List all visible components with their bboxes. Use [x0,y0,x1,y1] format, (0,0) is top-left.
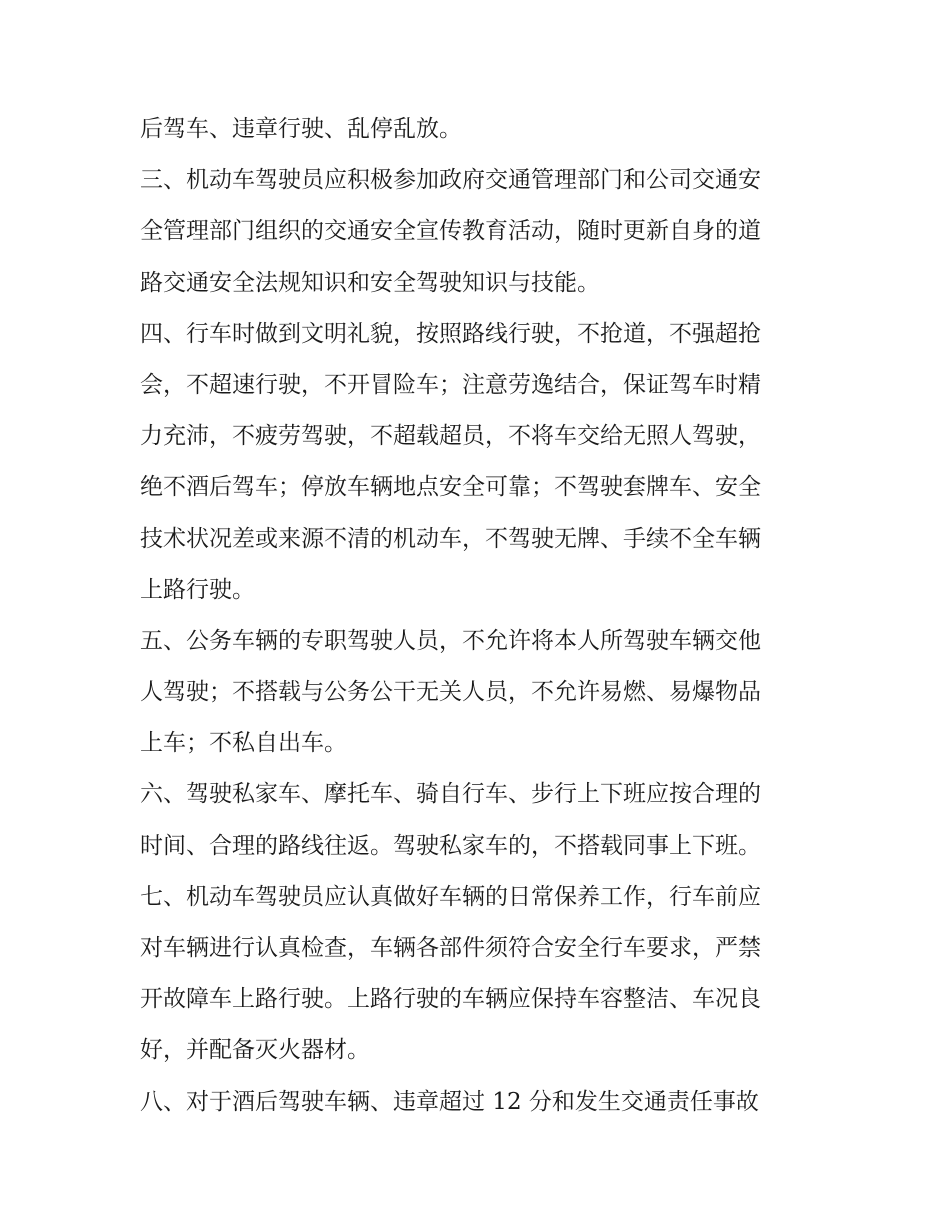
text-line: 好，并配备灭火器材。 [140,1037,370,1064]
text-line: 后驾车、违章行驶、乱停乱放。 [140,116,462,142]
text-line: 四、行车时做到文明礼貌，按照路线行驶，不抢道，不强超抢 [140,320,761,347]
text-line: 开故障车上路行驶。上路行驶的车辆应保持车容整洁、车况良 [140,986,761,1013]
text-line: 上车；不私自出车。 [140,730,347,757]
text-line: 五、公务车辆的专职驾驶人员，不允许将本人所驾驶车辆交他 [140,627,761,654]
text-line: 全管理部门组织的交通安全宣传教育活动，随时更新自身的道 [140,218,761,245]
text-line: 八、对于酒后驾驶车辆、违章超过 12 分和发生交通责任事故 [140,1088,759,1115]
text-line: 力充沛，不疲劳驾驶，不超载超员，不将车交给无照人驾驶， [140,423,761,450]
text-line: 时间、合理的路线往返。驾驶私家车的，不搭载同事上下班。 [140,832,761,859]
text-line: 对车辆进行认真检查，车辆各部件须符合安全行车要求，严禁 [140,935,761,961]
text-line: 路交通安全法规知识和安全驾驶知识与技能。 [140,269,600,296]
text-line: 七、机动车驾驶员应认真做好车辆的日常保养工作，行车前应 [140,883,761,910]
text-line: 会，不超速行驶，不开冒险车；注意劳逸结合，保证驾车时精 [140,371,761,398]
text-line: 三、机动车驾驶员应积极参加政府交通管理部门和公司交通安 [140,167,761,194]
document-body [140,104,815,1128]
text-line: 绝不酒后驾车；停放车辆地点安全可靠；不驾驶套牌车、安全 [140,474,761,501]
text-line: 技术状况差或来源不清的机动车，不驾驶无牌、手续不全车辆 [140,525,761,552]
text-line: 人驾驶；不搭载与公务公干无关人员，不允许易燃、易爆物品 [140,679,761,706]
text-line: 六、驾驶私家车、摩托车、骑自行车、步行上下班应按合理的 [140,781,761,808]
text-line: 上路行驶。 [140,576,255,603]
